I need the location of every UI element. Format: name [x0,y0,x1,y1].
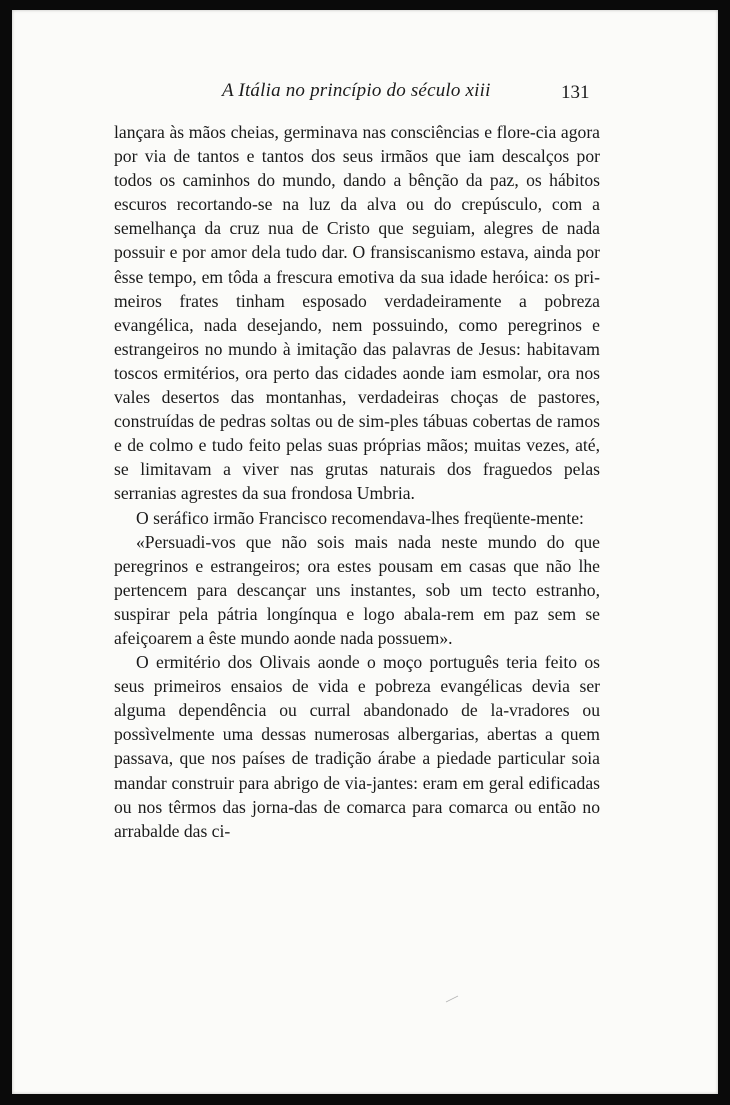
quote-paragraph: «Persuadi-vos que não sois mais nada neste mundo do que peregrinos e estrangeiros; ora estes pousam em casas que não lhe pertencem para descançar uns instantes, sob um tecto estranho, suspirar pela pátria longínqua e logo abala-rem em paz sem se afeiçoarem a êste mundo aonde nada possuem». [114,531,600,648]
book-page [12,10,718,1094]
running-title: A Itália no princípio do século xiii [222,80,491,101]
page-number: 131 [561,82,590,103]
paragraph: lançara às mãos cheias, germinava nas consciências e flore-cia agora por via de tantos e tantos dos seus irmãos que iam descalços por todos os caminhos do mundo, dando a bênção da paz, os hábitos escuros recortando-se na luz da alva ou do crepúsculo, com a semelhança da cruz nua de Cristo que seguiam, alegres de nada possuir e por amor dela tudo dar. O fransiscanismo estava, ainda por êsse tempo, em tôda a frescura emotiva da sua idade heróica: os pri-meiros frates tinham esposado verdadeiramente a pobreza evangélica, nada desejando, nem possuindo, como peregrinos e estrangeiros no mundo à imitação das palavras de Jesus: habitavam toscos ermitérios, ora perto das cidades aonde iam esmolar, ora nos vales desertos das montanhas, verdadeiras choças de pastores, construídas de pedras soltas ou de sim-ples tábuas cobertas de ramos e de colmo e tudo feito pelas suas próprias mãos; muitas vezes, até, se limitavam a viver nas grutas naturais dos fraguedos pelas serranias agrestes da sua frondosa Umbria. [114,122,600,504]
body-text [114,120,600,843]
pencil-mark [445,995,459,1003]
paragraph: O seráfico irmão Francisco recomendava-lhes freqüente-mente: [136,507,584,528]
paragraph: O ermitério dos Olivais aonde o moço português teria feito os seus primeiros ensaios de vida e pobreza evangélicas devia ser alguma dependência ou curral abandonado de la-vradores ou possìvelmente uma dessas numerosas albergarias, abertas a quem passava, que nos países de tradição árabe a piedade particular soia mandar construir para abrigo de via-jantes: eram em geral edificadas ou nos têrmos das jorna-das de comarca para comarca ou então no arrabalde das ci- [114,652,600,841]
